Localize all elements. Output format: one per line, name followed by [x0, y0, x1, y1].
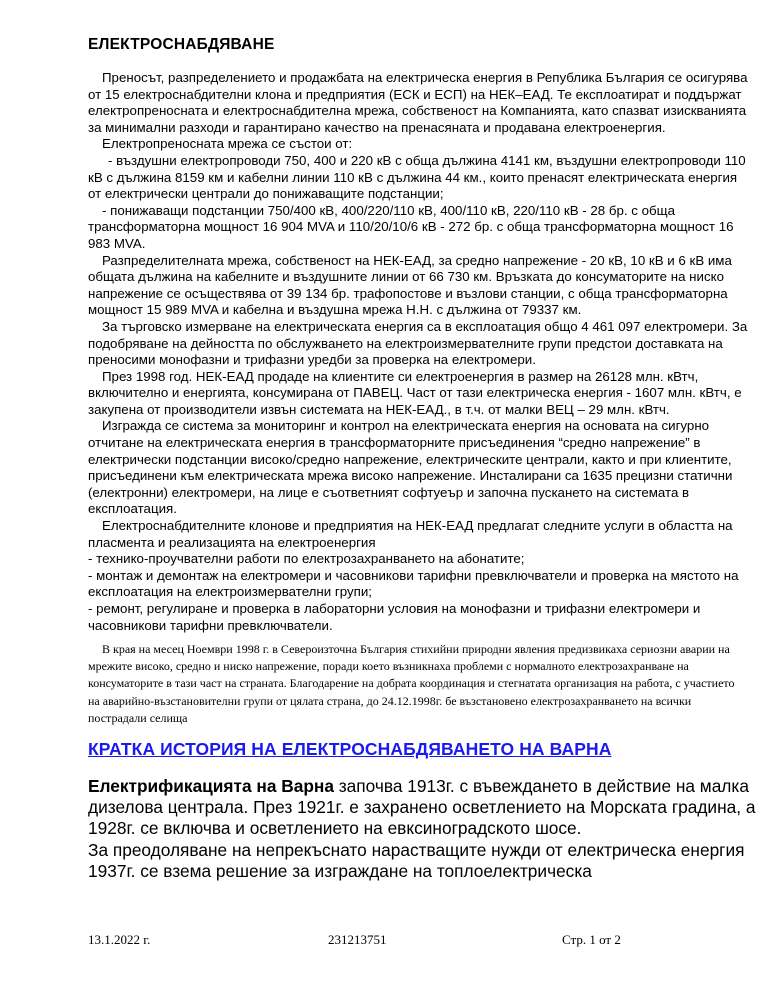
footer-page-number: Стр. 1 от 2 — [562, 932, 621, 947]
service-item: - ремонт, регулиране и проверка в лабораторни условия на монофазни и трифазни електромери и часовникови тарифни превключватели. — [88, 601, 701, 633]
storm-1998-paragraph: В края на месец Ноември 1998 г. в Североизточна България стихийни природни явления предизвикаха сериозни аварии на мрежите високо, средно и ниско напрежение, поради което възникнаха проблеми с нормалното електрозахранване на консуматорите в тази част на страната. Благодарение на добрата координация и стегнатата организация на работа, с участието на аварийно-възстановителни групи от цялата страна, до 24.12.1998г. бе възстановено електрозахранването на всички пострадали селища — [88, 642, 735, 725]
sales-1998-paragraph: През 1998 год. НЕК-ЕАД продаде на клиентите си електроенергия в размер на 26128 млн. кВтч, включително и енергията, консумирана от ПАВЕЦ. Част от тази електрическа енергия - 1607 млн. кВтч, е закупена от производители извън системата на НЕК-ЕАД., в т.ч. от малки ВЕЦ – 29 млн. кВтч. — [88, 368, 742, 417]
history-lead-rest: започва 1913г. с въвеждането в действие на малка дизелова централа. През 1921г. е захранено осветлението на Морската градина, а 1928г. се включва и осветлението на евксиноградското шосе. — [88, 776, 756, 839]
grid-composition-heading: Електропреносната мрежа се състои от: — [102, 136, 353, 152]
footer-doc-id: 231213751 — [328, 932, 387, 947]
history-lead-bold: Електрификацията на Варна — [88, 776, 334, 796]
service-item: - монтаж и демонтаж на електромери и часовникови тарифни превключватели и проверка на мястото на експлоатация на електроизмервателни групи; — [88, 567, 739, 600]
distribution-network-paragraph: Разпределителната мрежа, собственост на НЕК-ЕАД, за средно напрежение - 20 кВ, 10 кВ и 6 кВ има общата дължина на кабелните и въздушните линии от 66 730 км. Връзката до консуматорите на ниско напрежение се осъществява от 39 134 бр. трафопостове и възлови станции, с обща трансформаторна мощност 15 989 MVA и кабелна и въздушна мрежа Н.Н. с дължина от 79337 км. — [88, 252, 732, 318]
varna-history-text — [88, 776, 760, 882]
footer-date: 13.1.2022 г. — [88, 932, 151, 947]
document-body — [88, 70, 748, 634]
services-intro-paragraph: Електроснабдителните клонове и предприятия на НЕК-ЕАД предлагат следните услуги в областта на пласмента и реализацията на електроенергия — [88, 518, 733, 550]
transmission-lines-item: - въздушни електропроводи 750, 400 и 220 кВ с обща дължина 4141 км, въздушни електропроводи 110 кВ с дължина 8159 км и кабелни линии 110 кВ с дължина 44 км., които пренасят електрическата енергия от електрически централи до понижаващите подстанции; — [88, 152, 746, 202]
varna-history-link[interactable]: КРАТКА ИСТОРИЯ НА ЕЛЕКТРОСНАБДЯВАНЕТО НА ВАРНА — [88, 739, 612, 759]
history-paragraph — [88, 776, 760, 840]
substations-item: - понижаващи подстанции 750/400 кВ, 400/220/110 кВ, 400/110 кВ, 220/110 кВ - 28 бр. с обща трансформаторна мощност 16 904 MVA и 110/20/10/6 кВ - 272 бр. с обща трансформаторна мощност 16 983 MVA. — [88, 202, 734, 251]
intro-paragraph: Преносът, разпределението и продажбата на електрическа енергия в Република България се осигурява от 15 електроснабдителни клона и предприятия (ЕСК и ЕСП) на НЕК–ЕАД. Те експлоатират и поддържат електропреносната и електроснабдителна мрежа, собственост на Компанията, като спазват изискванията за минимални разходи и гарантирано качество на пренасяната и продавана електроенергия. — [88, 70, 748, 135]
metering-paragraph: За търговско измерване на електрическата енергия са в експлоатация общо 4 461 097 електромери. За подобряване на дейността по обслужването на електроизмервателните групи предстои доставката на преносими монофазни и трифазни уредби за проверка на електромери. — [88, 318, 748, 368]
monitoring-system-paragraph: Изгражда се система за мониторинг и контрол на електрическата енергия на основата на сигурно отчитане на електрическата енергия в трансформаторните присъединения “средно напрежение” в електрически подстанции високо/средно напрежение, електрическите централи, както и при клиентите, присъединени към електрическата мрежа високо напрежение. Инсталирани са 1635 прецизни статични (електронни) електромери, на лице е съответният софтуеър и започна пускането на системата в експлоатация. — [88, 418, 733, 517]
history-second-paragraph: За преодоляване на непрекъснато нарастващите нужди от електрическа енергия 1937г. се взема решение за изграждане на топлоелектрическа — [88, 839, 745, 881]
service-item: - технико-проучвателни работи по електрозахранването на абонатите; — [88, 551, 525, 567]
document-title: ЕЛЕКТРОСНАБДЯВАНЕ — [88, 36, 275, 53]
